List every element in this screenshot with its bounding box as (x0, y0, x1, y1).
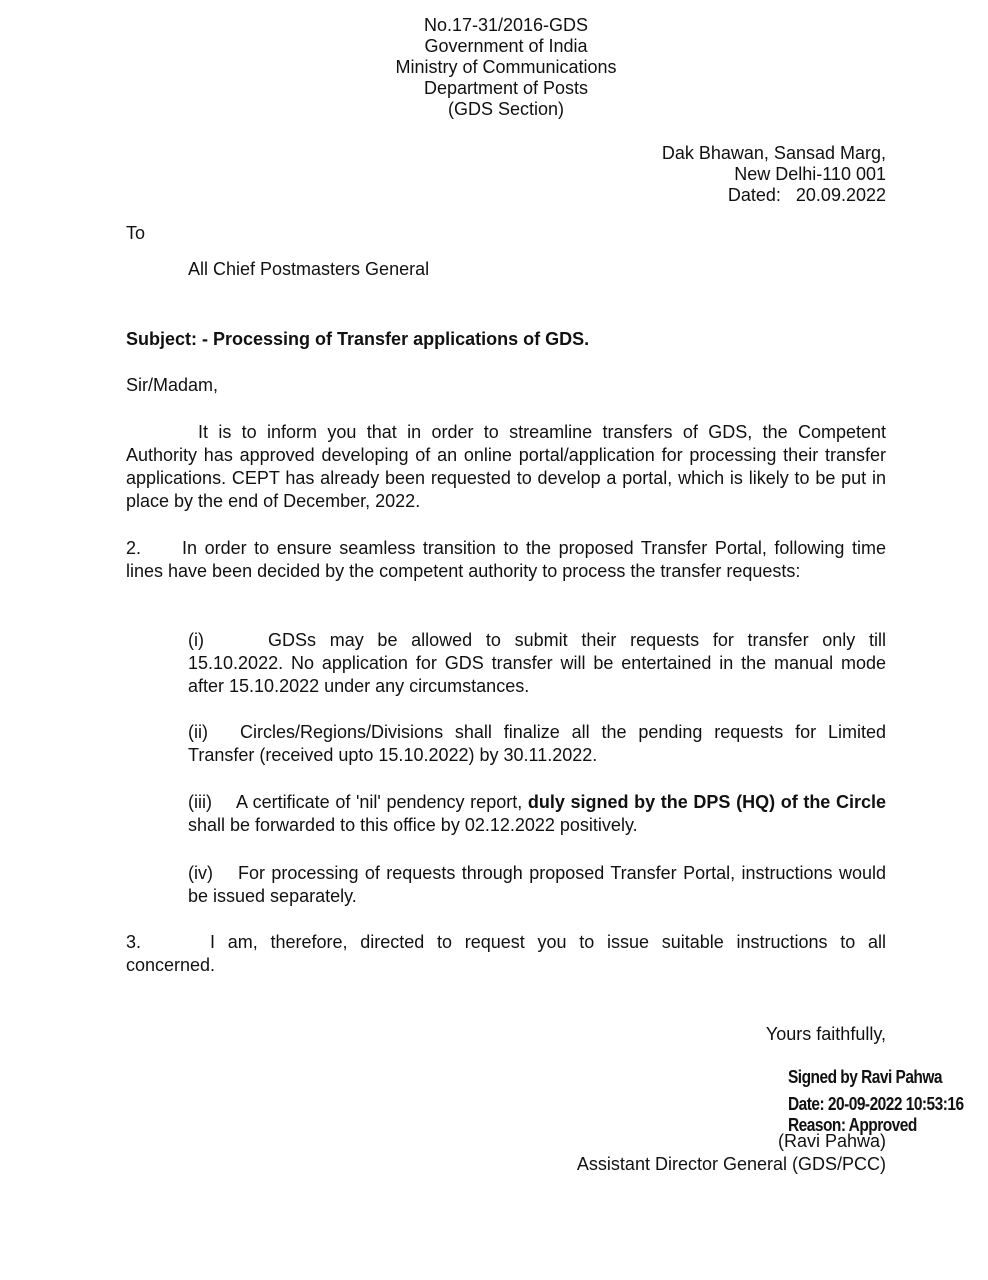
item-text: GDSs may be allowed to submit their requests for transfer only till 15.10.2022. No application for GDS transfer will be entertained in the manual mode after 15.10.2022 under any circumstances. (188, 630, 886, 696)
paragraph-3-number: 3. (126, 932, 142, 952)
item-text-bold: duly signed by the DPS (HQ) of the Circle (527, 792, 886, 812)
item-number: (iv) (188, 863, 213, 883)
date-line (662, 185, 886, 206)
list-item (188, 862, 886, 908)
list-item (188, 721, 886, 767)
department-name: Department of Posts (423, 78, 589, 98)
item-text-end: shall be forwarded to this office by 02.12.2022 positively. (188, 815, 638, 835)
designation: Assistant Director General (GDS/PCC) (576, 1154, 886, 1174)
subject-line: Subject: - Processing of Transfer applications of GDS. (126, 329, 590, 349)
list-item (188, 629, 886, 698)
item-number: (i) (188, 630, 204, 650)
signatory-name: (Ravi Pahwa) (777, 1131, 886, 1151)
sender-address (662, 143, 886, 206)
letter-header (300, 15, 712, 120)
signature-reason: Reason: Approved (788, 1115, 917, 1135)
closing: Yours faithfully, (765, 1024, 886, 1044)
paragraph-1-text: It is to inform you that in order to streamline transfers of GDS, the Competent Authority has approved developing of an online portal/application for processing their transfer applications. CEPT has already been requested to develop a portal, which is likely to be put in place by the end of December, 2022. (126, 422, 886, 511)
section-name: (GDS Section) (447, 99, 565, 119)
paragraph-2-text: In order to ensure seamless transition to the proposed Transfer Portal, following time lines have been decided by the competent authority to process the transfer requests: (126, 538, 886, 581)
signed-by: Signed by Ravi Pahwa (788, 1067, 942, 1087)
item-text: For processing of requests through proposed Transfer Portal, instructions would be issued separately. (188, 863, 886, 906)
item-number: (iii) (188, 792, 212, 812)
letter-date: 20.09.2022 (795, 185, 886, 205)
government-name: Government of India (424, 36, 588, 56)
item-text-start: A certificate of 'nil' pendency report, (236, 792, 523, 812)
address-line-2: New Delhi-110 001 (734, 164, 886, 184)
paragraph-3 (126, 931, 886, 977)
dated-label: Dated: (727, 185, 781, 205)
salutation: Sir/Madam, (126, 375, 219, 395)
to-label: To (126, 223, 146, 243)
item-number: (ii) (188, 722, 208, 742)
signature-date: Date: 20-09-2022 10:53:16 (788, 1094, 964, 1114)
paragraph-1 (126, 421, 886, 513)
list-item (188, 791, 886, 837)
ministry-name: Ministry of Communications (395, 57, 617, 77)
file-number: No.17-31/2016-GDS (423, 15, 589, 35)
addressee: All Chief Postmasters General (188, 259, 430, 279)
item-text: Circles/Regions/Divisions shall finalize all the pending requests for Limited Transfer (received upto 15.10.2022) by 30.11.2022. (188, 722, 886, 765)
paragraph-2 (126, 537, 886, 583)
paragraph-2-number: 2. (126, 538, 142, 558)
digital-signature-stamp (788, 1064, 964, 1139)
address-line-1: Dak Bhawan, Sansad Marg, (661, 143, 886, 163)
paragraph-3-text: I am, therefore, directed to request you to issue suitable instructions to all concerned. (126, 932, 886, 975)
